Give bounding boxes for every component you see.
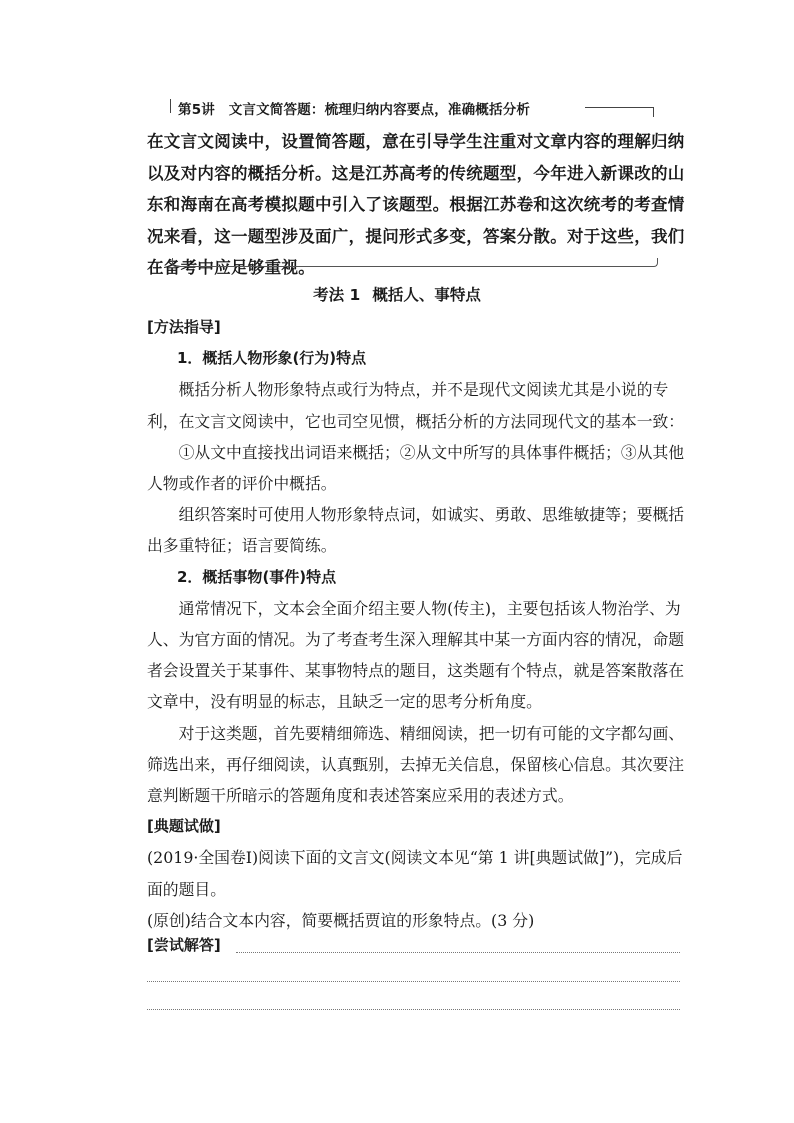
answer-line-1[interactable] (236, 952, 680, 953)
section-label: 考法 1 (313, 286, 361, 304)
point1-heading: 1．概括人物形象(行为)特点 (177, 349, 367, 368)
answer-line-2[interactable] (147, 981, 680, 982)
method-tag: [方法指导] (147, 318, 221, 336)
chapter-header (170, 97, 658, 119)
example-tag: [典题试做] (147, 817, 221, 836)
point1-paragraph-3: 组织答案时可使用人物形象特点词，如诚实、勇敢、思维敏捷等；要概括出多重特征；语言要简练。 (147, 505, 685, 556)
answer-label: [尝试解答] (147, 936, 221, 954)
point1-paragraph-1: 概括分析人物形象特点或行为特点，并不是现代文阅读尤其是小说的专利，在文言文阅读中，它也司空见惯，概括分析的方法同现代文的基本一致： (147, 380, 685, 431)
point1-paragraph-2: ①从文中直接找出词语来概括；②从文中所写的具体事件概括；③从其他人物或作者的评价中概括。 (147, 442, 685, 494)
answer-line-3[interactable] (147, 1009, 680, 1010)
header-right-tick (653, 107, 654, 117)
example-source: (2019·全国卷Ⅰ)阅读下面的文言文(阅读文本见“第 1 讲[典题试做]”)，完成后面的题目。 (147, 848, 683, 899)
point2-paragraph-2: 对于这类题，首先要精细筛选、精细阅读，把一切有可能的文字都勾画、筛选出来，再仔细阅读，认真甄别，去掉无关信息，保留核心信息。其次要注意判断题干所暗示的答题角度和表述答案应采用的表述方式。 (147, 723, 685, 806)
chapter-title: 第5讲 文言文简答题：梳理归纳内容要点，准确概括分析 (178, 102, 531, 118)
header-rule (585, 107, 654, 108)
intro-box-bottom (172, 258, 658, 268)
point2-heading: 2．概括事物(事件)特点 (177, 567, 337, 586)
header-left-tick (170, 99, 171, 113)
example-question: (原创)结合文本内容，简要概括贾谊的形象特点。(3 分) (147, 910, 535, 930)
intro-paragraph: 在文言文阅读中，设置简答题，意在引导学生注重对文章内容的理解归纳以及对内容的概括分析。这是江苏高考的传统题型，今年进入新课改的山东和海南在高考模拟题中引入了该题型。根据江苏卷和这次统考的考查情况来看，这一题型涉及面广，提问形式多变，答案分散。对于这些，我们在备考中应足够重视。 (147, 132, 685, 277)
section-title-text: 概括人、事特点 (372, 286, 481, 304)
point2-paragraph-1: 通常情况下，文本会全面介绍主要人物(传主)，主要包括该人物治学、为人、为官方面的情况。为了考查考生深入理解其中某一方面内容的情况，命题者会设置关于某事件、某事物特点的题目，这类题有个特点，就是答案散落在文章中，没有明显的标志，且缺乏一定的思考分析角度。 (147, 598, 685, 712)
section-heading (0, 283, 794, 305)
main-content (147, 312, 685, 936)
